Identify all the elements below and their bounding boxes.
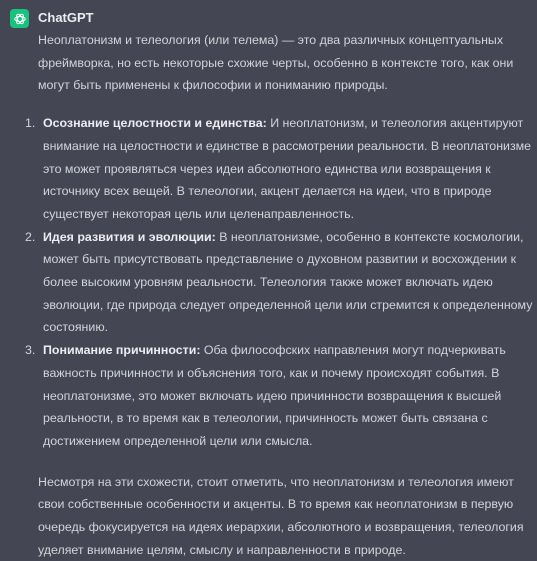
list-item-text: В неоплатонизме, особенно в контексте космологии, может быть присутствовать представление о духовном развитии и восхождении к более высоким уровням реальности. Телеология также может включать идею эволюции, где природа следует определенной цели или стремится к определенному состоянию. <box>43 229 533 335</box>
list-item-text: И неоплатонизм, и телеология акцентируют внимание на целостности и единстве в рассмотрении реальности. В неоплатонизме это может проявляться через идеи абсолютного единства или возвращения к источнику всех вещей. В телеологии, акцент делается на идеи, что в природе существует некоторая цель или целенаправленность. <box>43 116 532 221</box>
list-item <box>25 226 534 340</box>
chatgpt-avatar <box>10 9 29 28</box>
openai-logo-icon <box>13 12 27 26</box>
message-content <box>25 29 534 561</box>
list-item-title: Осознание целостности и единства: <box>43 116 271 131</box>
list-item-number: 2. <box>25 229 36 244</box>
intro-paragraph: Неоплатонизм и телеология (или телема) — это два различных концептуальных фреймворка, но есть некоторые схожие черты, особенно в контексте того, как они могут быть применены к философии и пониманию природы. <box>38 33 514 93</box>
list-item-title: Идея развития и эволюции: <box>43 229 220 244</box>
list-item-text: Оба философских направления могут подчеркивать важность причинности и объяснения того, как и почему происходят события. В неоплатонизме, это может включать идею причинности возвращения к высшей реальности, в то время как в телеологии, причинность может быть связана с достижением определенной цели или смысла. <box>43 343 506 448</box>
list-item <box>25 112 534 226</box>
list-item-title: Понимание причинности: <box>43 343 204 358</box>
message-author: ChatGPT <box>38 10 94 25</box>
points-list <box>25 112 534 453</box>
list-item <box>25 339 534 453</box>
list-item-number: 1. <box>25 116 36 131</box>
list-item-number: 3. <box>25 343 36 358</box>
conclusion-paragraph: Несмотря на эти схожести, стоит отметить, что неоплатонизм и телеология имеют свои собственные особенности и акценты. В то время как неоплатонизм в первую очередь фокусируется на идеях иерархии, абсолютного и возвращения, телеология уделяет внимание целям, смыслу и направленности в природе. <box>38 474 524 557</box>
